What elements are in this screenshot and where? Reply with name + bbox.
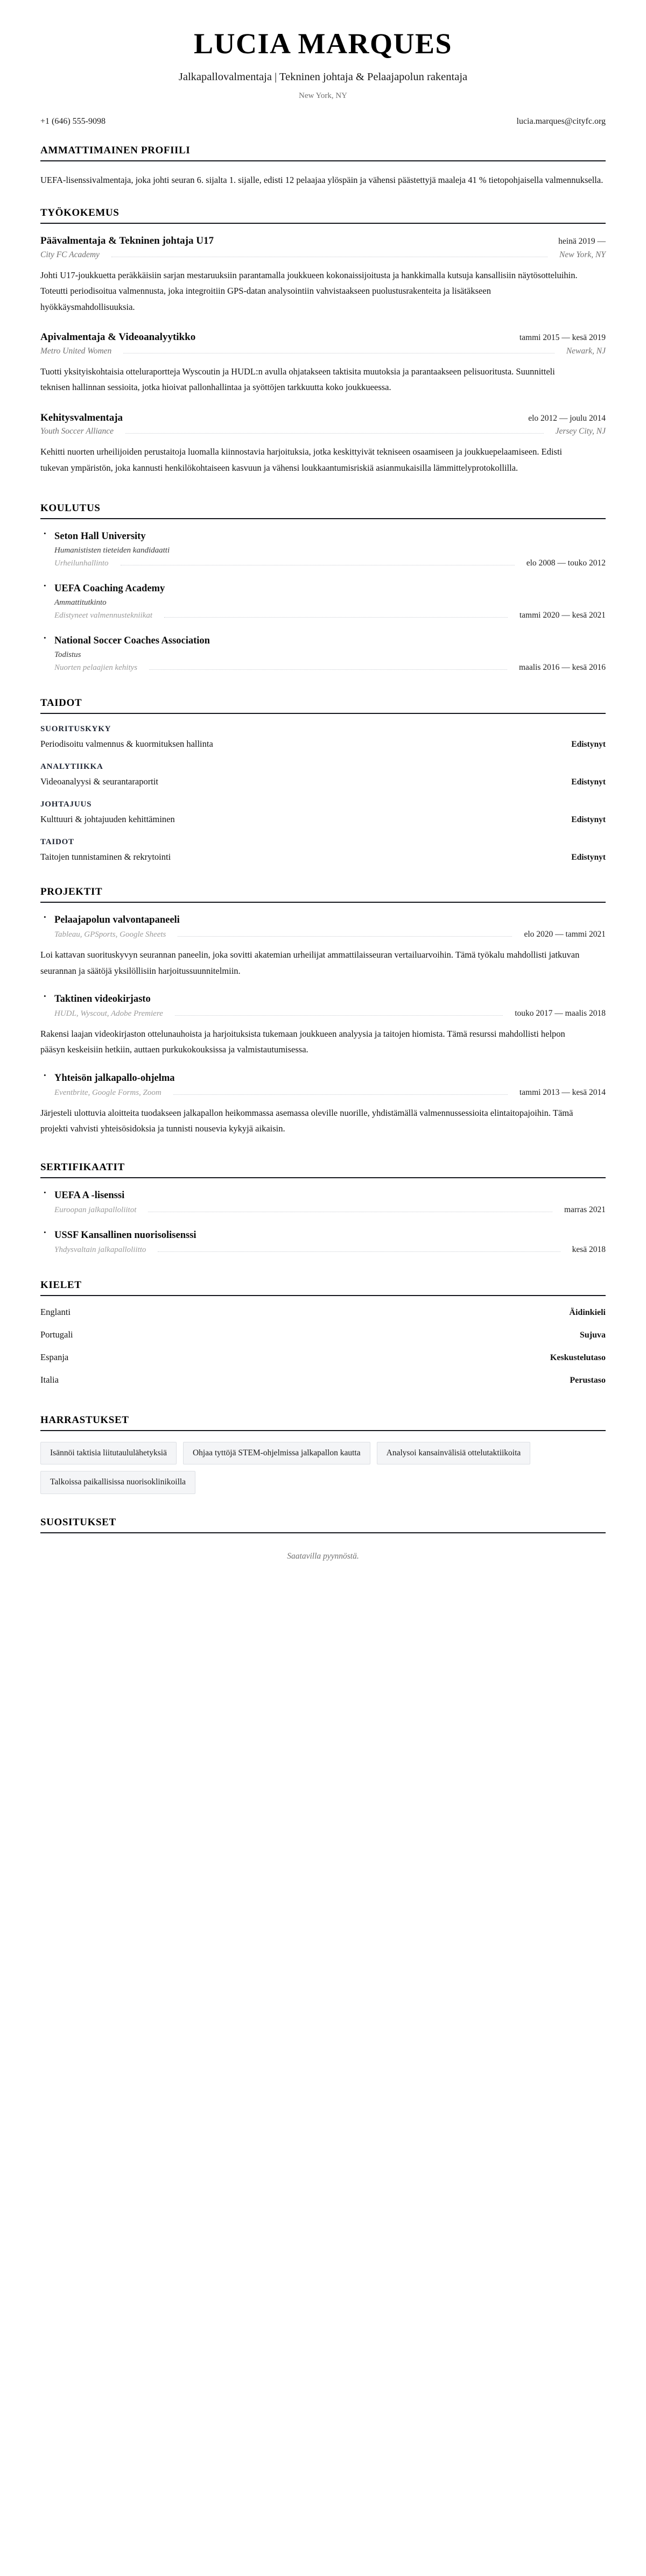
experience-description: Tuotti yksityiskohtaisia otteluraportteja Wyscoutin ja HUDL:n avulla ohjatakseen taktisita muutoksia ja parantaakseen pelisuoritusta. Suunnitteli teknisen hallinnan sessioita, jotka hioivat pallonhallintaa ja syöttöjen tarkkuutta koko joukkueessa. [40,366,555,393]
skill-level: Edistynyt [571,853,606,862]
section-title-hobbies: HARRASTUKSET [40,1414,129,1426]
section-divider [40,1430,606,1431]
experience-entry [40,412,606,476]
certificate-issuer: Yhdysvaltain jalkapalloliitto [54,1245,146,1254]
language-level: Perustaso [570,1375,606,1385]
section-title-profile: AMMATTIMAINEN PROFIILI [40,144,191,156]
leader-line [158,1251,560,1252]
section-title-projects: PROJEKTIT [40,886,103,898]
experience-date: heinä 2019 — [558,237,606,246]
section-certificates [40,1162,606,1255]
skill-group [40,800,606,825]
project-date: tammi 2013 — kesä 2014 [519,1087,606,1097]
hobby-tag: Analysoi kansainvälisiä ottelutaktiikoita [377,1442,531,1465]
section-title-experience: TYÖKOKEMUS [40,207,120,219]
experience-location: New York, NY [559,250,606,260]
project-entry [40,1072,606,1137]
section-title-certificates: SERTIFIKAATIT [40,1161,125,1173]
education-field: Urheilunhallinto [54,559,109,568]
contact-bar [40,117,606,126]
section-divider [40,1177,606,1178]
contact-phone[interactable]: +1 (646) 555-9098 [40,116,106,126]
experience-entry [40,331,606,395]
candidate-location: New York, NY [298,91,347,100]
education-field: Nuorten pelaajien kehitys [54,663,138,673]
language-name: Englanti [40,1306,71,1317]
skill-category: TAIDOT [40,838,74,847]
education-degree: Ammattitutkinto [54,598,107,607]
section-divider [40,1532,606,1533]
education-entry [40,634,606,673]
section-hobbies [40,1414,606,1494]
certificate-title: · USSF Kansallinen nuorisolisenssi [54,1229,196,1241]
education-school: · UEFA Coaching Academy [54,583,165,595]
experience-title: Apivalmentaja & Videoanalyytikko [40,331,196,343]
section-divider [40,518,606,519]
skill-group [40,725,606,749]
experience-description: Johti U17-joukkuetta peräkkäisiin sarjan mestaruuksiin parantamalla joukkueen kokonaissijoitusta ja hankkimalla kutsuja kansallisiin näytösotteluihin. Toteutti periodisoitua valmennusta, joka integroitiin GPS-datan analysointiin vahvistaakseen puolustusrakenteita ja lisätäkseen hyökkäysmahdollisuuksia. [40,270,578,312]
project-description: Järjesteli ulottuvia aloitteita tuodakseen jalkapallon heikommassa asemassa oleville nuorille, yhdistämällä valmennussessioita elintaitopajoihin. Tämä projekti vahvisti yhteisösidoksia ja tunnisti nousevia kykyjä aikaisin. [40,1107,573,1134]
leader-line [175,1015,503,1016]
hobby-tag: Talkoissa paikallisissa nuorisoklinikoilla [40,1471,195,1494]
project-title: · Taktinen videokirjasto [54,993,151,1004]
resume-header [40,28,606,101]
leader-line [125,433,544,434]
section-title-skills: TAIDOT [40,697,82,709]
education-date: tammi 2020 — kesä 2021 [519,611,606,620]
section-title-languages: KIELET [40,1279,82,1291]
hobby-tag: Isännöi taktisia liitutaululähetyksiä [40,1442,177,1465]
leader-line [148,1211,552,1212]
skill-category: SUORITUSKYKY [40,725,111,734]
section-divider [40,902,606,903]
language-level: Keskustelutaso [550,1353,606,1362]
leader-line [173,1094,508,1095]
references-note: Saatavilla pyynnöstä. [287,1551,359,1561]
language-row [40,1307,606,1318]
certificate-entry [40,1229,606,1255]
education-date: elo 2008 — touko 2012 [526,558,606,568]
section-title-references: SUOSITUKSET [40,1516,116,1528]
education-degree: Humanististen tieteiden kandidaatti [54,546,170,555]
education-school: · Seton Hall University [54,531,146,542]
language-name: Espanja [40,1351,69,1362]
language-row [40,1329,606,1340]
leader-line [111,256,547,257]
hobby-tag-list [40,1442,606,1494]
skill-level: Edistynyt [571,815,606,825]
section-references [40,1517,606,1561]
skill-category: JOHTAJUUS [40,800,92,809]
experience-date: tammi 2015 — kesä 2019 [519,333,606,343]
section-languages [40,1279,606,1385]
experience-date: elo 2012 — joulu 2014 [528,413,606,423]
certificate-date: marras 2021 [564,1205,606,1214]
contact-email[interactable]: lucia.marques@cityfc.org [516,116,606,126]
section-profile [40,145,606,188]
leader-line [178,936,512,937]
leader-line [121,564,515,565]
experience-entry [40,235,606,315]
section-divider [40,160,606,161]
experience-location: Newark, NJ [566,346,606,356]
skill-group [40,762,606,787]
experience-organization: Youth Soccer Alliance [40,427,114,436]
education-entry [40,582,606,620]
certificate-entry [40,1189,606,1215]
experience-location: Jersey City, NJ [555,427,606,436]
leader-line [164,617,508,618]
skill-name: Kulttuuri & johtajuuden kehittäminen [40,814,175,825]
section-skills [40,697,606,862]
section-projects [40,886,606,1136]
section-experience [40,207,606,476]
project-tools: Eventbrite, Google Forms, Zoom [54,1088,162,1097]
language-row [40,1375,606,1385]
skill-name: Videoanalyysi & seurantaraportit [40,776,158,787]
skill-group [40,838,606,862]
skill-level: Edistynyt [571,740,606,749]
project-entry [40,993,606,1058]
experience-title: Kehitysvalmentaja [40,412,123,423]
project-date: elo 2020 — tammi 2021 [524,930,606,939]
skill-level: Edistynyt [571,777,606,787]
candidate-name: LUCIA MARQUES [193,27,453,60]
leader-line [123,352,554,353]
project-title: · Pelaajapolun valvontapaneeli [54,915,180,926]
experience-organization: City FC Academy [40,250,100,260]
skill-name: Taitojen tunnistaminen & rekrytointi [40,852,171,862]
project-title: · Yhteisön jalkapallo-ohjelma [54,1072,175,1084]
education-school: · National Soccer Coaches Association [54,635,210,647]
education-field: Edistyneet valmennustekniikat [54,611,153,620]
section-divider [40,1295,606,1296]
skill-category: ANALYTIIKKA [40,762,103,772]
language-level: Äidinkieli [569,1307,606,1317]
project-description: Loi kattavan suorituskyvyn seurannan paneelin, joka sovitti akatemian urheilijat ammattilaisseuran vertailuarvoihin. Tämä työkalu mahdollisti jatkuvan seurannan ja säätöjä yksilöllisiin harjoitussuunnitelmiin. [40,950,580,976]
project-date: touko 2017 — maalis 2018 [515,1009,606,1018]
experience-description: Kehitti nuorten urheilijoiden perustaitoja luomalla kiinnostavia harjoituksia, jotka keskittyivät tekniseen osaamiseen ja joukkuepelaamiseen. Edisti tukevan ympäristön, joka kannusti henkilökohtaiseen kasvuun ja vähensi loukkaantumisriskiä asianmukaisilla lämmittelyprotokollilla. [40,447,563,473]
section-divider [40,223,606,224]
experience-organization: Metro United Women [40,346,112,356]
certificate-issuer: Euroopan jalkapalloliitot [54,1205,137,1214]
hobby-tag: Ohjaa tyttöjä STEM-ohjelmissa jalkapallon kautta [183,1442,370,1465]
project-entry [40,914,606,979]
project-description: Rakensi laajan videokirjaston ottelunauhoista ja harjoituksista tukemaan joukkueen analyysia ja taitojen hiomista. Tämä resurssi mahdollisti helpon pääsyn keskeisiin hetkiin, auttaen purkukokouksissa ja valmistautumisessa. [40,1029,565,1055]
experience-title: Päävalmentaja & Tekninen johtaja U17 [40,235,214,247]
project-tools: Tableau, GPSports, Google Sheets [54,930,166,939]
language-row [40,1352,606,1363]
education-entry [40,530,606,568]
education-degree: Todistus [54,650,81,660]
leader-line [149,669,507,670]
profile-summary: UEFA-lisenssivalmentaja, joka johti seuran 6. sijalta 1. sijalle, edisti 12 pelaajaa ylöspäin ja vähensi päästettyjä maaleja 41 % tietopohjaisella valmennuksella. [40,174,603,185]
section-divider [40,713,606,714]
certificate-date: kesä 2018 [572,1244,606,1254]
language-name: Italia [40,1374,59,1385]
education-date: maalis 2016 — kesä 2016 [518,663,606,673]
section-title-education: KOULUTUS [40,503,101,514]
language-level: Sujuva [579,1330,606,1340]
skill-name: Periodisoitu valmennus & kuormituksen hallinta [40,739,213,749]
project-tools: HUDL, Wyscout, Adobe Premiere [54,1009,163,1018]
certificate-title: · UEFA A -lisenssi [54,1190,125,1201]
language-name: Portugali [40,1329,73,1340]
section-education [40,503,606,673]
candidate-headline: Jalkapallovalmentaja | Tekninen johtaja & Pelaajapolun rakentaja [178,71,468,83]
